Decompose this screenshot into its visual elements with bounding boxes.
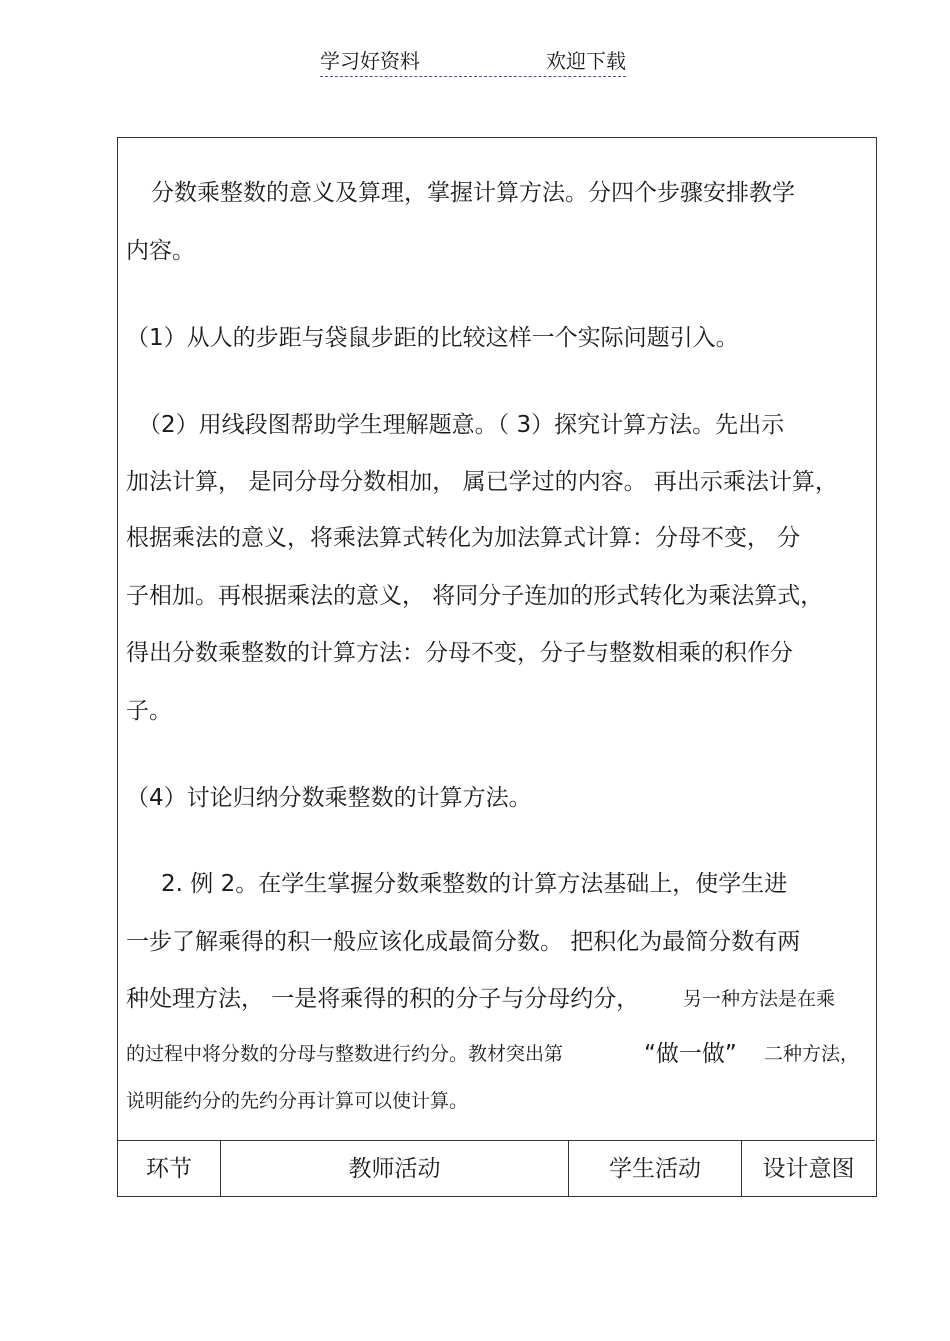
table-header-cell: 学生活动 (568, 1141, 741, 1197)
text-line: （1）从人的步距与袋鼠步距的比较这样一个实际问题引入。 (126, 325, 739, 351)
text-line: 另一种方法是在乘 (683, 988, 836, 1010)
text-line: 得出分数乘整数的计算方法：分母不变，分子与整数相乘的积作分 (126, 640, 793, 666)
text-line: （2）用线段图帮助学生理解题意。（ 3）探究计算方法。先出示 (138, 412, 785, 438)
text-line: 根据乘法的意义，将乘法算式转化为加法算式计算：分母不变， 分 (126, 525, 801, 551)
text-line: 子。 (126, 698, 172, 724)
text-line: 的过程中将分数的分母与整数进行约分。教材突出第 (126, 1043, 564, 1065)
table-header-cell: 教师活动 (220, 1141, 568, 1197)
text-line: 一步了解乘得的积一般应该化成最简分数。 把积化为最简分数有两 (126, 929, 801, 955)
table-header-row (118, 1140, 875, 1197)
header-left-text: 学习好资料 (320, 49, 420, 73)
text-line: （4）讨论归纳分数乘整数的计算方法。 (126, 785, 532, 811)
text-line: 2. 例 2。在学生掌握分数乘整数的计算方法基础上，使学生进 (161, 871, 788, 897)
page-header (320, 48, 626, 77)
text-line: 内容。 (126, 238, 195, 264)
content-frame (117, 137, 877, 1197)
header-right-text: 欢迎下载 (546, 49, 626, 73)
text-line: “做一做” (644, 1041, 737, 1067)
table-header-cell: 环节 (146, 1156, 192, 1182)
text-line: 加法计算， 是同分母分数相加， 属已学过的内容。 再出示乘法计算， (126, 469, 838, 495)
table-header-cell: 设计意图 (741, 1141, 875, 1197)
text-line: 子相加。再根据乘法的意义， 将同分子连加的形式转化为乘法算式， (126, 583, 824, 609)
text-line: 种处理方法， 一是将乘得的积的分子与分母约分， (126, 986, 640, 1012)
text-line: 二种方法， (764, 1043, 860, 1065)
text-line: 说明能约分的先约分再计算可以使计算。 (126, 1090, 469, 1112)
text-line: 分数乘整数的意义及算理，掌握计算方法。分四个步骤安排教学 (151, 180, 795, 206)
